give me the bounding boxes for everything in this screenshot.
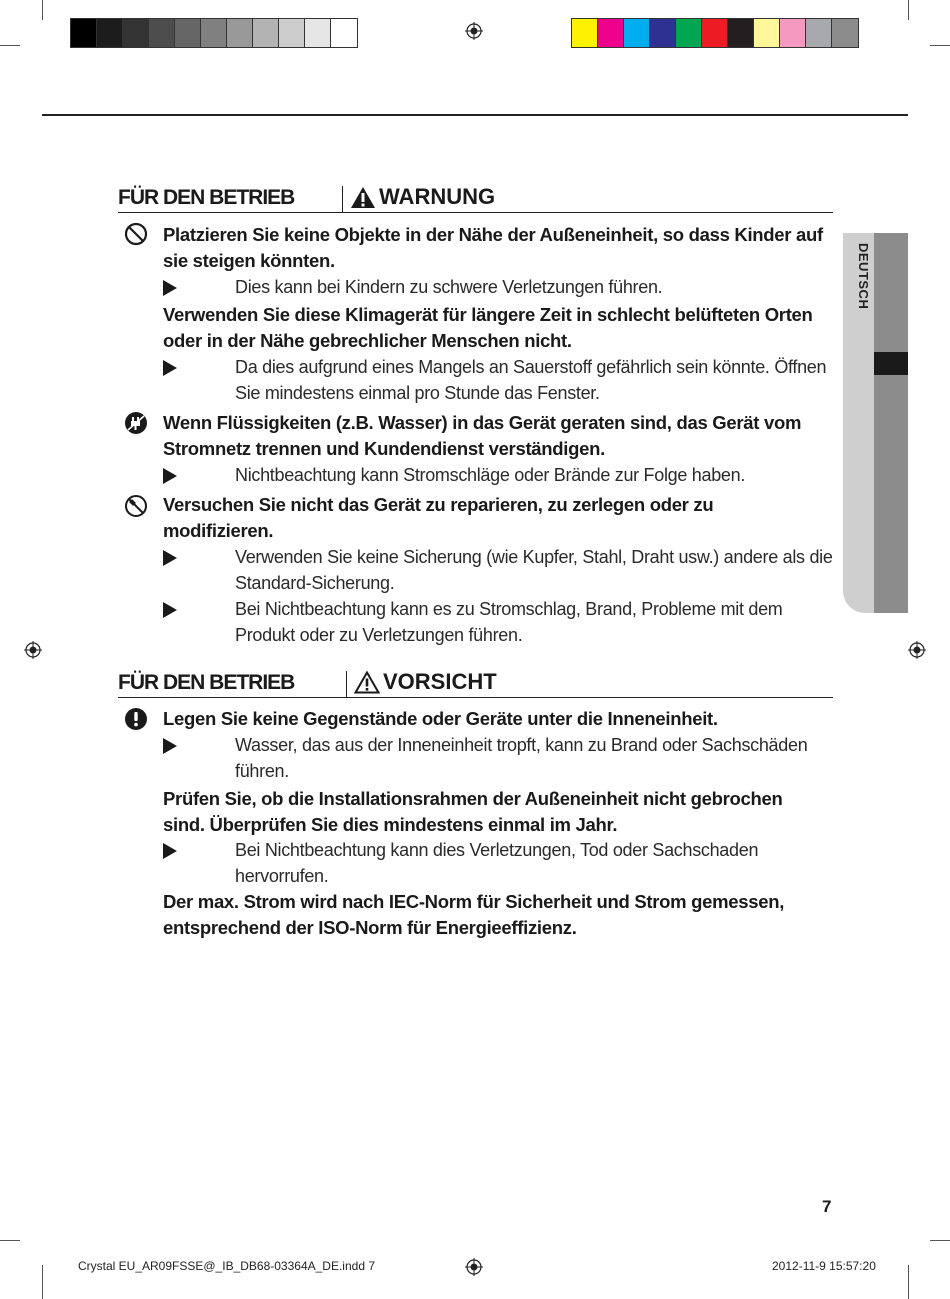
bullet-triangle-icon — [163, 550, 177, 566]
exclamation-icon — [124, 707, 148, 731]
caution-item-2: Prüfen Sie, ob die Installationsrahmen der Außeneinheit nicht gebrochen sind. Überprüfen Sie dies mindestens einmal im Jahr. — [163, 788, 783, 835]
color-swatch — [71, 19, 97, 47]
color-swatch — [624, 19, 650, 47]
warning-section-header — [118, 184, 833, 213]
bullet-text: Bei Nichtbeachtung kann dies Verletzungen, Tod oder Sachschaden hervorrufen. — [235, 840, 759, 886]
bullet-triangle-icon — [163, 738, 177, 754]
bullet-triangle-icon — [163, 843, 177, 859]
bullet-text: Da dies aufgrund eines Mangels an Sauerstoff gefährlich sein könnte. Öffnen Sie mindestens einmal pro Stunde das Fenster. — [235, 357, 827, 403]
no-disassembly-icon — [124, 494, 148, 518]
bullet-triangle-icon — [163, 468, 177, 484]
color-swatch — [728, 19, 754, 47]
color-swatch — [702, 19, 728, 47]
gray-scale-bar — [70, 18, 358, 48]
caution-label — [354, 669, 497, 695]
color-swatch — [253, 19, 279, 47]
caution-section-header — [118, 669, 833, 698]
warning-item-2: Verwenden Sie diese Klimagerät für längere Zeit in schlecht belüfteten Orten oder in der Nähe gebrechlicher Menschen nicht. — [163, 304, 813, 351]
registration-mark-icon — [24, 641, 42, 659]
bullet-text: Verwenden Sie keine Sicherung (wie Kupfer, Stahl, Draht usw.) andere als die Standard-Sicherung. — [235, 547, 833, 593]
color-swatch — [227, 19, 253, 47]
caution-item-1: Legen Sie keine Gegenstände oder Geräte unter die Inneneinheit. — [163, 708, 718, 729]
bullet-text: Dies kann bei Kindern zu schwere Verletzungen führen. — [235, 277, 663, 297]
prohibited-icon — [124, 222, 148, 246]
color-swatch — [123, 19, 149, 47]
crop-mark — [930, 1240, 950, 1241]
color-swatch — [175, 19, 201, 47]
crop-mark — [42, 1265, 43, 1299]
color-swatch — [780, 19, 806, 47]
caution-text: VORSICHT — [383, 669, 497, 694]
color-swatch — [201, 19, 227, 47]
warning-item-3: Wenn Flüssigkeiten (z.B. Wasser) in das Gerät geraten sind, das Gerät vom Stromnetz trennen und Kundendienst verständigen. — [163, 412, 802, 459]
caution-item-3: Der max. Strom wird nach IEC-Norm für Sicherheit und Strom gemessen, entsprechend der ISO-Norm für Energieeffizienz. — [163, 891, 785, 938]
bullet-triangle-icon — [163, 602, 177, 618]
bullet-text: Bei Nichtbeachtung kann es zu Stromschlag, Brand, Probleme mit dem Produkt oder zu Verletzungen führen. — [235, 599, 783, 645]
warning-text: WARNUNG — [379, 184, 496, 209]
crop-mark — [908, 0, 909, 20]
side-tab-label: DEUTSCH — [856, 243, 871, 310]
side-tab-marker — [874, 352, 908, 375]
registration-mark-icon — [465, 1258, 483, 1276]
warning-item-1: Platzieren Sie keine Objekte in der Nähe der Außeneinheit, so dass Kinder auf sie steigen könnten. — [163, 224, 823, 271]
bullet-triangle-icon — [163, 360, 177, 376]
warning-triangle-icon — [350, 186, 376, 209]
footer-file-info: Crystal EU_AR09FSSE@_IB_DB68-03364A_DE.indd 7 — [78, 1259, 375, 1273]
warning-item-4: Versuchen Sie nicht das Gerät zu reparieren, zu zerlegen oder zu modifizieren. — [163, 494, 714, 541]
footer-timestamp: 2012-11-9 15:57:20 — [772, 1259, 876, 1273]
color-swatch — [598, 19, 624, 47]
registration-mark-icon — [908, 641, 926, 659]
color-swatch — [97, 19, 123, 47]
header-rule — [42, 114, 908, 116]
section-divider — [342, 186, 343, 212]
color-bar — [571, 18, 859, 48]
crop-mark — [0, 45, 20, 46]
unplug-icon — [124, 411, 148, 435]
crop-mark — [0, 1240, 20, 1241]
page-number: 7 — [822, 1197, 832, 1216]
color-swatch — [754, 19, 780, 47]
caution-triangle-icon — [354, 671, 380, 694]
crop-mark — [908, 1265, 909, 1299]
crop-mark — [42, 0, 43, 20]
bullet-text: Nichtbeachtung kann Stromschläge oder Brände zur Folge haben. — [235, 465, 746, 485]
color-swatch — [676, 19, 702, 47]
bullet-triangle-icon — [163, 280, 177, 296]
warning-label — [350, 184, 495, 210]
color-swatch — [305, 19, 331, 47]
color-swatch — [572, 19, 598, 47]
registration-mark-icon — [465, 22, 483, 40]
section-title: FÜR DEN BETRIEB — [118, 671, 295, 694]
section-divider — [346, 671, 347, 697]
side-tab-strip — [874, 233, 908, 613]
color-swatch — [832, 19, 858, 47]
color-swatch — [806, 19, 832, 47]
crop-mark — [930, 45, 950, 46]
section-title: FÜR DEN BETRIEB — [118, 186, 295, 209]
bullet-text: Wasser, das aus der Inneneinheit tropft, kann zu Brand oder Sachschäden führen. — [235, 735, 808, 781]
color-swatch — [331, 19, 357, 47]
color-swatch — [279, 19, 305, 47]
color-swatch — [650, 19, 676, 47]
color-swatch — [149, 19, 175, 47]
